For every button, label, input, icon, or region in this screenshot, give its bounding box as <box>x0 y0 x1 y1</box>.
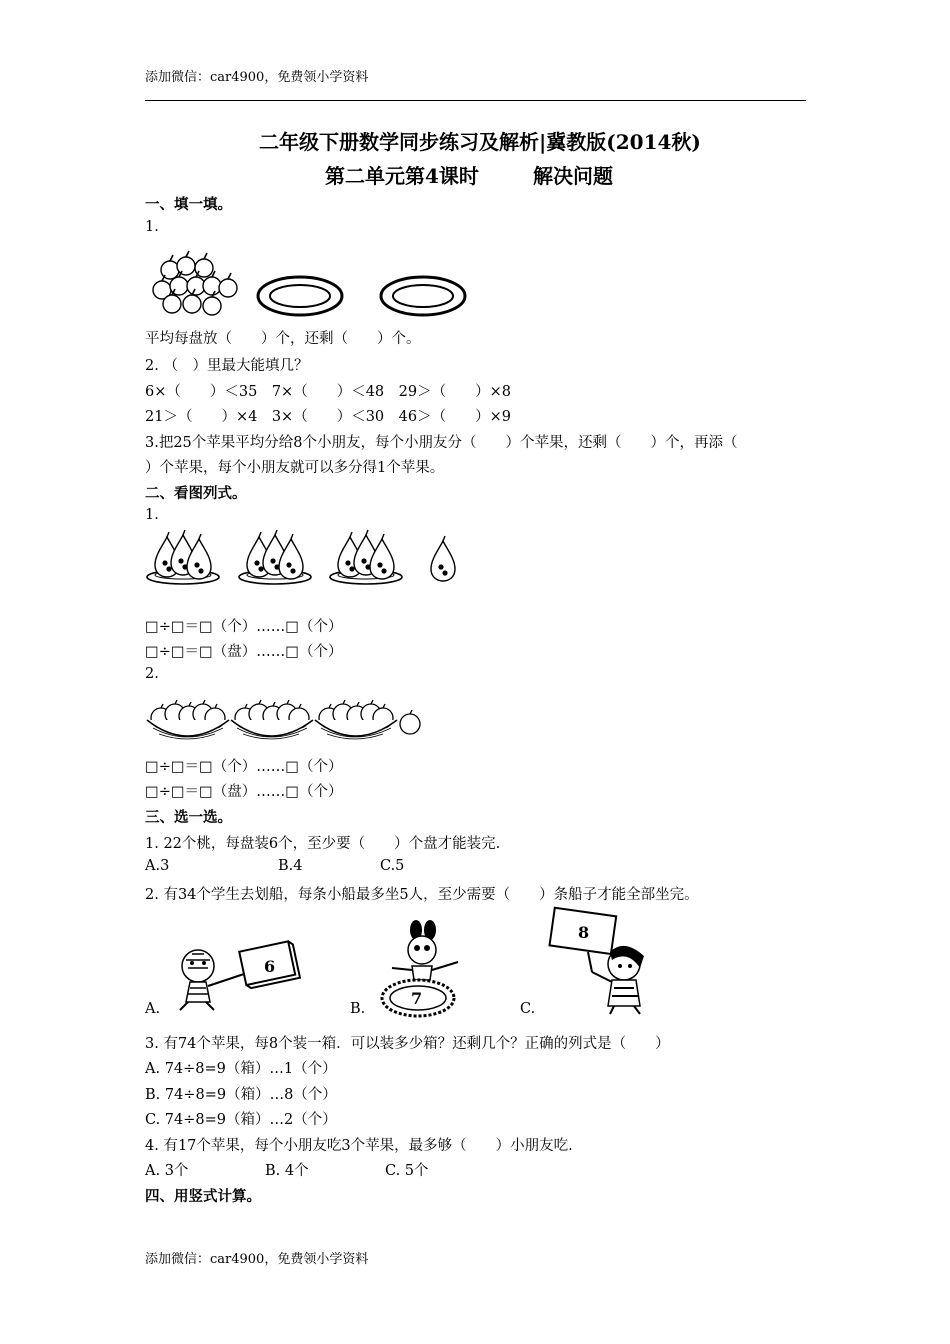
sign-a-number: 6 <box>264 957 276 976</box>
s3-q4-text: 4. 有17个苹果，每个小朋友吃3个苹果，最多够（ ）小朋友吃. <box>145 1138 573 1154</box>
tiger-sign-6 <box>170 936 300 1016</box>
s3-q3-option-b: B. 74÷8=9（箱）…8（个） <box>145 1087 337 1103</box>
s3-q1-text: 1. 22个桃，每盘装6个，至少要（ ）个盘才能装完. <box>145 836 501 852</box>
s1-q1-num: 1. <box>145 219 159 235</box>
pears-plates-illustration <box>145 537 465 589</box>
s3-q3-option-c: C. 74÷8=9（箱）…2（个） <box>145 1112 337 1128</box>
s2-q1-num: 1. <box>145 507 159 523</box>
s1-q2-num: 2. （ ）里最大能填几？ <box>145 358 309 374</box>
s3-q2-option-c: C. <box>520 1001 536 1017</box>
sign-b-number: 7 <box>411 989 423 1008</box>
s1-q3-line2: ）个苹果，每个小朋友就可以多分得1个苹果。 <box>145 460 445 476</box>
s2-q2-num: 2. <box>145 666 159 682</box>
s1-q1-text: 平均每盘放（ ）个，还剩（ ）个。 <box>145 331 421 347</box>
s1-q2-row1: 6×（ ）＜35 7×（ ）＜48 29＞（ ）×8 <box>145 384 511 400</box>
empty-plate-1 <box>255 275 345 321</box>
s3-q1-option-c: C.5 <box>380 858 405 874</box>
s2-q2-eq2: □÷□＝□（盘）……□（个） <box>145 784 343 800</box>
title-line2-right: 解决问题 <box>533 164 613 188</box>
s3-q4-option-c: C. 5个 <box>385 1163 429 1179</box>
section3-heading: 三、选一选。 <box>145 809 232 826</box>
header-rule <box>145 100 806 101</box>
bunny-sign-7 <box>378 922 468 1018</box>
s2-q1-eq1: □÷□＝□（个）……□（个） <box>145 619 343 635</box>
empty-plate-2 <box>378 275 468 321</box>
boy-sign-8 <box>548 908 668 1016</box>
s2-q2-eq1: □÷□＝□（个）……□（个） <box>145 759 343 775</box>
apple-baskets-illustration <box>143 698 428 746</box>
s3-q2-text: 2. 有34个学生去划船，每条小船最多坐5人，至少需要（ ）条船子才能全部坐完。 <box>145 887 699 903</box>
title-line1: 二年级下册数学同步练习及解析|冀教版(2014秋) <box>259 130 701 154</box>
s1-q2-row2: 21＞（ ）×4 3×（ ）＜30 46＞（ ）×9 <box>145 409 511 425</box>
s3-q4-option-b: B. 4个 <box>265 1163 309 1179</box>
page-footer: 添加微信：car4900，免费领小学资料 <box>145 1252 369 1267</box>
s3-q4-option-a: A. 3个 <box>145 1163 189 1179</box>
s3-q2-option-a: A. <box>145 1001 161 1017</box>
section2-heading: 二、看图列式。 <box>145 485 247 502</box>
page-header: 添加微信：car4900，免费领小学资料 <box>145 70 369 85</box>
s1-q3-line1: 3.把25个苹果平均分给8个小朋友，每个小朋友分（ ）个苹果，还剩（ ）个，再添（ <box>145 435 738 451</box>
sign-c-number: 8 <box>578 923 590 942</box>
apples-illustration <box>148 244 238 322</box>
section1-heading: 一、填一填。 <box>145 196 232 213</box>
s3-q2-option-b: B. <box>350 1001 366 1017</box>
s2-q1-eq2: □÷□＝□（盘）……□（个） <box>145 644 343 660</box>
s3-q1-option-b: B.4 <box>278 858 303 874</box>
s3-q1-option-a: A.3 <box>145 858 170 874</box>
s3-q3-text: 3. 有74个苹果，每8个装一箱．可以装多少箱？还剩几个？正确的列式是（ ） <box>145 1036 670 1052</box>
s3-q3-option-a: A. 74÷8=9（箱）…1（个） <box>145 1061 337 1077</box>
title-line2-left: 第二单元第4课时 <box>325 164 479 188</box>
section4-heading: 四、用竖式计算。 <box>145 1188 261 1205</box>
